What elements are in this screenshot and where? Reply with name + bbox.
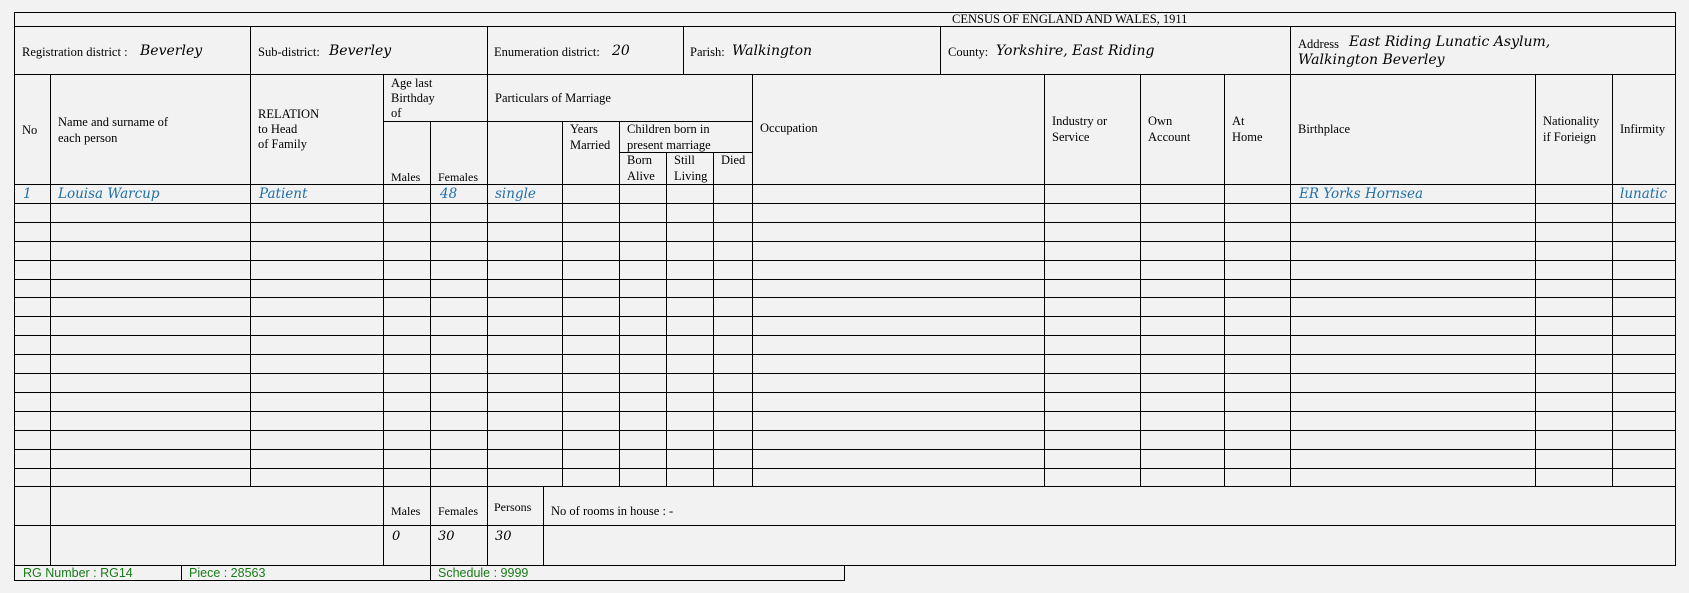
totals-mid-rule	[14, 525, 1676, 526]
header-children: present marriage	[627, 138, 711, 152]
entry-infirmity: lunatic	[1620, 186, 1668, 202]
footer-divider	[430, 566, 431, 581]
totals-divider	[50, 486, 51, 566]
header-name: each person	[58, 131, 118, 145]
info-divider	[250, 26, 251, 74]
enumeration-label: Enumeration district:	[494, 45, 600, 59]
subdistrict-label: Sub-district:	[258, 45, 320, 59]
col-divider	[562, 121, 563, 486]
col-divider	[430, 121, 431, 486]
col-divider	[1140, 74, 1141, 486]
totals-rule	[14, 486, 1676, 487]
totals-divider	[487, 486, 488, 566]
totals-females-label: Females	[438, 504, 478, 518]
header-children: Children born in	[627, 122, 710, 136]
header-relation: RELATION	[258, 107, 320, 121]
info-divider	[683, 26, 684, 74]
col-divider	[1224, 74, 1225, 486]
info-divider	[940, 26, 941, 74]
header-born-alive: Alive	[627, 169, 655, 183]
totals-males-value: 0	[392, 529, 401, 544]
header-years-married: Years	[570, 122, 598, 136]
census-form	[14, 12, 1676, 566]
totals-females-value: 30	[438, 529, 455, 544]
census-title: CENSUS OF ENGLAND AND WALES, 1911	[952, 12, 1188, 26]
info-rule	[14, 74, 1676, 75]
table-row-rule	[14, 373, 1676, 374]
col-divider	[619, 121, 620, 486]
table-row-rule	[14, 279, 1676, 280]
parish-label: Parish:	[690, 45, 725, 59]
col-divider	[1535, 74, 1536, 486]
schedule-number: Schedule : 9999	[438, 566, 529, 580]
header-industry: Industry or	[1052, 114, 1108, 128]
entry-relation: Patient	[259, 186, 308, 202]
totals-persons-label: Persons	[494, 500, 532, 514]
header-name: Name and surname of	[58, 115, 169, 129]
table-row-rule	[14, 260, 1676, 261]
col-divider	[383, 74, 384, 486]
header-occupation: Occupation	[760, 121, 818, 135]
header-relation: of Family	[258, 137, 307, 151]
header-at-home: At	[1232, 114, 1245, 128]
header-age: Birthday	[391, 91, 435, 105]
entry-marriage: single	[495, 186, 536, 202]
address-value-line2: Walkington Beverley	[1298, 52, 1445, 68]
footer-divider	[181, 566, 182, 581]
table-row-rule	[14, 203, 1676, 204]
table-row-rule	[14, 316, 1676, 317]
col-divider	[666, 152, 667, 486]
col-divider	[250, 74, 251, 486]
table-row-rule	[14, 392, 1676, 393]
table-row-rule	[14, 449, 1676, 450]
table-row-rule	[14, 297, 1676, 298]
enumeration-value: 20	[612, 43, 630, 59]
address-value-line1: East Riding Lunatic Asylum,	[1349, 34, 1551, 50]
header-still-living: Still	[674, 153, 695, 167]
table-row-rule	[14, 335, 1676, 336]
subdistrict-value: Beverley	[329, 43, 392, 59]
header-own-account: Own	[1148, 114, 1173, 128]
header-infirmity: Infirmity	[1620, 122, 1666, 136]
totals-persons-value: 30	[495, 529, 512, 544]
entry-no: 1	[23, 186, 32, 202]
county-value: Yorkshire, East Riding	[996, 43, 1155, 59]
county-label: County:	[948, 45, 989, 59]
header-industry: Service	[1052, 130, 1090, 144]
header-died: Died	[721, 153, 746, 167]
col-divider	[50, 74, 51, 486]
header-relation: to Head	[258, 122, 298, 136]
header-age: of	[391, 106, 402, 120]
header-own-account: Account	[1148, 130, 1191, 144]
table-row-rule	[14, 411, 1676, 412]
totals-divider	[430, 486, 431, 566]
info-divider	[1290, 26, 1291, 74]
header-rule	[14, 184, 1676, 185]
registration-label: Registration district :	[22, 45, 128, 59]
table-row-rule	[14, 430, 1676, 431]
col-divider	[1612, 74, 1613, 486]
totals-males-label: Males	[391, 504, 421, 518]
header-males: Males	[391, 170, 421, 184]
header-at-home: Home	[1232, 130, 1263, 144]
title-rule	[14, 26, 1676, 27]
col-divider	[487, 74, 488, 486]
header-nationality: if Forieign	[1543, 130, 1597, 144]
rooms-label: No of rooms in house : -	[551, 504, 674, 518]
totals-divider	[383, 486, 384, 566]
header-no: No	[22, 123, 38, 137]
header-marriage: Particulars of Marriage	[495, 91, 611, 105]
table-row-rule	[14, 241, 1676, 242]
col-divider	[752, 74, 753, 486]
entry-age-female: 48	[440, 186, 458, 202]
header-age: Age last	[391, 76, 433, 90]
piece-number: Piece : 28563	[189, 566, 266, 580]
header-still-living: Living	[674, 169, 708, 183]
registration-value: Beverley	[140, 43, 203, 59]
parish-value: Walkington	[732, 43, 813, 59]
col-divider	[713, 152, 714, 486]
header-born-alive: Born	[627, 153, 652, 167]
rg-number: RG Number : RG14	[23, 566, 133, 580]
header-nationality: Nationality	[1543, 114, 1600, 128]
col-divider	[1044, 74, 1045, 486]
table-row-rule	[14, 354, 1676, 355]
entry-name: Louisa Warcup	[58, 186, 160, 202]
entry-birthplace: ER Yorks Hornsea	[1299, 186, 1424, 202]
header-birthplace: Birthplace	[1298, 122, 1351, 136]
totals-divider	[543, 486, 544, 566]
table-row-rule	[14, 222, 1676, 223]
table-row-rule	[14, 468, 1676, 469]
address-label: Address	[1298, 37, 1339, 51]
header-years-married: Married	[570, 138, 611, 152]
header-females: Females	[438, 170, 478, 184]
col-divider	[1290, 74, 1291, 486]
info-divider	[487, 26, 488, 74]
